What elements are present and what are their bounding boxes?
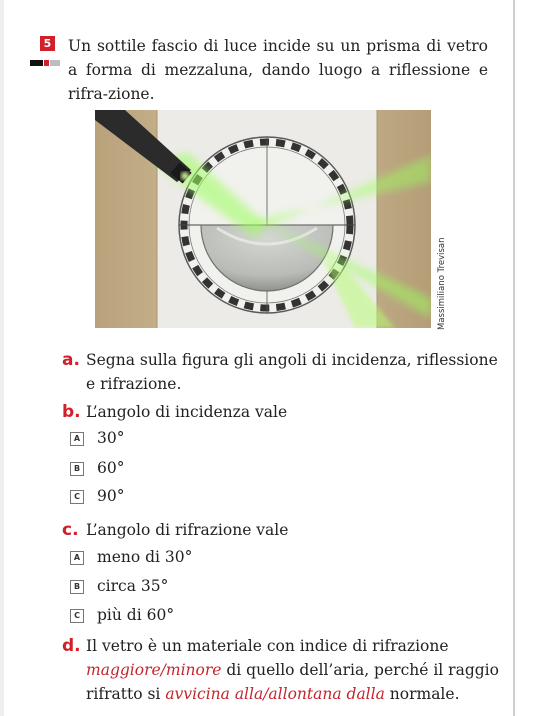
choice-avvicina-allontana[interactable]: avvicina alla/allontana dalla [165,685,385,703]
page-edge [0,0,4,716]
option-c-a-box[interactable]: A [70,551,84,565]
option-b-a-text: 30° [97,429,125,447]
item-d-letter: d. [62,636,81,656]
exercise-prompt: Un sottile fascio di luce incide su un prisma di vetro a forma di mezzaluna, dando luogo a riflessione e rifra-zione. [68,37,488,103]
photo-credit: Massimiliano Trevisan [437,237,447,330]
item-c-letter: c. [62,520,79,540]
option-c-b-text: circa 35° [97,577,169,595]
option-b-c-text: 90° [97,487,125,505]
option-c-a-text: meno di 30° [97,548,193,566]
choice-maggiore-minore[interactable]: maggiore/minore [86,661,222,679]
option-c-b-box[interactable]: B [70,580,84,594]
item-a-line1: Segna sulla figura gli angoli di incidenza, riflessione [86,351,498,369]
item-a-letter: a. [62,350,80,370]
item-b-letter: b. [62,402,81,422]
option-b-a-box[interactable]: A [70,432,84,446]
item-d-line1: Il vetro è un materiale con indice di rifrazione [86,637,449,655]
item-d-line2: maggiore/minore di quello dell’aria, perché il raggio [86,661,499,679]
prism-photo [95,110,431,328]
option-b-c-box[interactable]: C [70,490,84,504]
item-c-question: L’angolo di rifrazione vale [86,521,289,539]
item-d-line3: rifratto si avvicina alla/allontana dalla normale. [86,685,460,703]
option-b-b-box[interactable]: B [70,462,84,476]
option-b-b-text: 60° [97,459,125,477]
exercise-number-badge: 5 [40,36,55,51]
option-c-c-box[interactable]: C [70,609,84,623]
difficulty-indicator [30,60,60,66]
option-c-c-text: più di 60° [97,606,175,624]
item-b-question: L’angolo di incidenza vale [86,403,288,421]
item-a-line2: e rifrazione. [86,375,182,393]
column-rule [513,0,515,716]
